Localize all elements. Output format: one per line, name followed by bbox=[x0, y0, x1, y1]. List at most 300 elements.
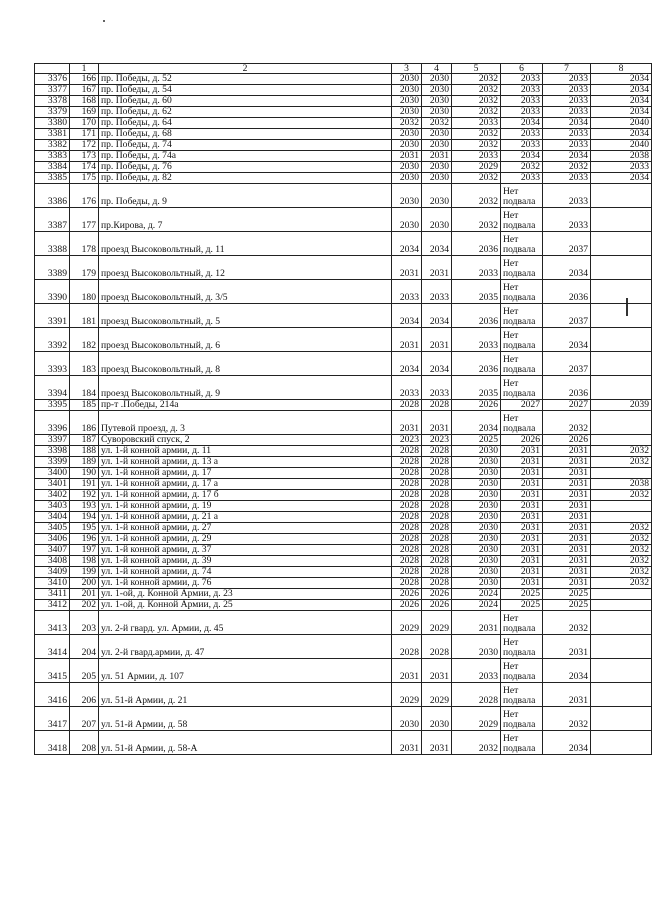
col-7-cell: 2034 bbox=[543, 731, 591, 755]
reg-number-cell: 3418 bbox=[35, 731, 70, 755]
table-row bbox=[35, 479, 652, 490]
item-number-cell: 199 bbox=[70, 567, 99, 578]
col-4-cell: 2031 bbox=[422, 256, 452, 280]
col-8-cell bbox=[591, 256, 652, 280]
col-4-cell: 2031 bbox=[422, 411, 452, 435]
address-cell: пр. Победы, д. 76 bbox=[99, 162, 392, 173]
col-7-cell: 2034 bbox=[543, 256, 591, 280]
address-cell: ул. 1-й конной армии, д. 27 bbox=[99, 523, 392, 534]
col-4-cell: 2030 bbox=[422, 707, 452, 731]
col-7-cell: 2032 bbox=[543, 707, 591, 731]
col-3-cell: 2029 bbox=[392, 683, 422, 707]
col-6-cell: Нет подвала bbox=[501, 611, 543, 635]
col-5-cell: 2032 bbox=[452, 107, 501, 118]
address-cell: проезд Высоковольтный, д. 11 bbox=[99, 232, 392, 256]
address-cell: ул. 1-й конной армии, д. 17 bbox=[99, 468, 392, 479]
address-cell: ул. 1-й конной армии, д. 39 bbox=[99, 556, 392, 567]
address-cell: ул. 1-й конной армии, д. 37 bbox=[99, 545, 392, 556]
col-5-cell: 2032 bbox=[452, 184, 501, 208]
header-cell: 5 bbox=[452, 64, 501, 74]
col-8-cell bbox=[591, 512, 652, 523]
col-6-cell: Нет подвала bbox=[501, 707, 543, 731]
table-row bbox=[35, 376, 652, 400]
table-row bbox=[35, 567, 652, 578]
item-number-cell: 193 bbox=[70, 501, 99, 512]
col-5-cell: 2032 bbox=[452, 129, 501, 140]
col-7-cell: 2031 bbox=[543, 501, 591, 512]
item-number-cell: 203 bbox=[70, 611, 99, 635]
item-number-cell: 197 bbox=[70, 545, 99, 556]
col-6-cell: Нет подвала bbox=[501, 352, 543, 376]
item-number-cell: 183 bbox=[70, 352, 99, 376]
col-4-cell: 2031 bbox=[422, 151, 452, 162]
table-row bbox=[35, 411, 652, 435]
item-number-cell: 167 bbox=[70, 85, 99, 96]
reg-number-cell: 3392 bbox=[35, 328, 70, 352]
item-number-cell: 189 bbox=[70, 457, 99, 468]
col-6-cell: 2031 bbox=[501, 545, 543, 556]
col-7-cell: 2031 bbox=[543, 479, 591, 490]
col-8-cell: 2034 bbox=[591, 85, 652, 96]
table-row bbox=[35, 304, 652, 328]
col-8-cell: 2034 bbox=[591, 129, 652, 140]
col-3-cell: 2030 bbox=[392, 707, 422, 731]
col-6-cell: Нет подвала bbox=[501, 683, 543, 707]
col-8-cell: 2033 bbox=[591, 162, 652, 173]
address-cell: пр. Победы, д. 54 bbox=[99, 85, 392, 96]
reg-number-cell: 3404 bbox=[35, 512, 70, 523]
address-cell: пр.Кирова, д. 7 bbox=[99, 208, 392, 232]
item-number-cell: 170 bbox=[70, 118, 99, 129]
col-3-cell: 2030 bbox=[392, 107, 422, 118]
col-6-cell: 2031 bbox=[501, 556, 543, 567]
col-5-cell: 2036 bbox=[452, 352, 501, 376]
col-3-cell: 2030 bbox=[392, 208, 422, 232]
col-5-cell: 2032 bbox=[452, 140, 501, 151]
address-cell: ул. 1-й конной армии, д. 17 б bbox=[99, 490, 392, 501]
address-cell: пр. Победы, д. 74 bbox=[99, 140, 392, 151]
address-cell: пр-т .Победы, 214а bbox=[99, 400, 392, 411]
col-4-cell: 2028 bbox=[422, 457, 452, 468]
col-8-cell bbox=[591, 376, 652, 400]
item-number-cell: 206 bbox=[70, 683, 99, 707]
col-7-cell: 2033 bbox=[543, 140, 591, 151]
col-3-cell: 2028 bbox=[392, 457, 422, 468]
item-number-cell: 182 bbox=[70, 328, 99, 352]
address-cell: ул. 1-й конной армии, д. 76 bbox=[99, 578, 392, 589]
col-6-cell: 2033 bbox=[501, 74, 543, 85]
col-3-cell: 2030 bbox=[392, 74, 422, 85]
col-3-cell: 2031 bbox=[392, 411, 422, 435]
address-cell: ул. 1-й конной армии, д. 74 bbox=[99, 567, 392, 578]
item-number-cell: 186 bbox=[70, 411, 99, 435]
col-8-cell: 2040 bbox=[591, 118, 652, 129]
item-number-cell: 201 bbox=[70, 589, 99, 600]
col-3-cell: 2026 bbox=[392, 589, 422, 600]
reg-number-cell: 3402 bbox=[35, 490, 70, 501]
item-number-cell: 188 bbox=[70, 446, 99, 457]
item-number-cell: 187 bbox=[70, 435, 99, 446]
col-6-cell: 2033 bbox=[501, 96, 543, 107]
col-5-cell: 2030 bbox=[452, 446, 501, 457]
address-cell: пр. Победы, д. 68 bbox=[99, 129, 392, 140]
item-number-cell: 179 bbox=[70, 256, 99, 280]
col-8-cell: 2032 bbox=[591, 578, 652, 589]
col-3-cell: 2028 bbox=[392, 567, 422, 578]
col-7-cell: 2031 bbox=[543, 490, 591, 501]
table-row bbox=[35, 457, 652, 468]
col-4-cell: 2030 bbox=[422, 107, 452, 118]
col-8-cell: 2032 bbox=[591, 457, 652, 468]
reg-number-cell: 3399 bbox=[35, 457, 70, 468]
col-6-cell: 2027 bbox=[501, 400, 543, 411]
table-row bbox=[35, 707, 652, 731]
col-8-cell bbox=[591, 435, 652, 446]
address-cell: ул. 2-й гвард.армии, д. 47 bbox=[99, 635, 392, 659]
col-8-cell bbox=[591, 208, 652, 232]
col-8-cell: 2032 bbox=[591, 556, 652, 567]
item-number-cell: 207 bbox=[70, 707, 99, 731]
col-5-cell: 2030 bbox=[452, 457, 501, 468]
item-number-cell: 191 bbox=[70, 479, 99, 490]
item-number-cell: 178 bbox=[70, 232, 99, 256]
col-8-cell bbox=[591, 600, 652, 611]
address-cell: проезд Высоковольтный, д. 5 bbox=[99, 304, 392, 328]
col-3-cell: 2028 bbox=[392, 512, 422, 523]
col-3-cell: 2031 bbox=[392, 659, 422, 683]
item-number-cell: 208 bbox=[70, 731, 99, 755]
col-8-cell bbox=[591, 731, 652, 755]
col-3-cell: 2030 bbox=[392, 162, 422, 173]
col-3-cell: 2030 bbox=[392, 173, 422, 184]
item-number-cell: 185 bbox=[70, 400, 99, 411]
col-4-cell: 2028 bbox=[422, 490, 452, 501]
col-4-cell: 2023 bbox=[422, 435, 452, 446]
col-5-cell: 2028 bbox=[452, 683, 501, 707]
col-6-cell: Нет подвала bbox=[501, 256, 543, 280]
col-4-cell: 2030 bbox=[422, 140, 452, 151]
item-number-cell: 198 bbox=[70, 556, 99, 567]
header-cell: 1 bbox=[70, 64, 99, 74]
header-cell: 8 bbox=[591, 64, 652, 74]
col-4-cell: 2030 bbox=[422, 184, 452, 208]
col-6-cell: Нет подвала bbox=[501, 411, 543, 435]
reg-number-cell: 3379 bbox=[35, 107, 70, 118]
col-3-cell: 2028 bbox=[392, 446, 422, 457]
reg-number-cell: 3417 bbox=[35, 707, 70, 731]
address-cell: ул. 1-ой, д. Конной Армии, д. 25 bbox=[99, 600, 392, 611]
item-number-cell: 180 bbox=[70, 280, 99, 304]
item-number-cell: 202 bbox=[70, 600, 99, 611]
item-number-cell: 171 bbox=[70, 129, 99, 140]
reg-number-cell: 3412 bbox=[35, 600, 70, 611]
reg-number-cell: 3396 bbox=[35, 411, 70, 435]
col-4-cell: 2028 bbox=[422, 545, 452, 556]
col-7-cell: 2031 bbox=[543, 578, 591, 589]
col-7-cell: 2025 bbox=[543, 600, 591, 611]
col-3-cell: 2034 bbox=[392, 352, 422, 376]
col-5-cell: 2036 bbox=[452, 232, 501, 256]
col-6-cell: Нет подвала bbox=[501, 328, 543, 352]
col-4-cell: 2030 bbox=[422, 96, 452, 107]
item-number-cell: 194 bbox=[70, 512, 99, 523]
col-5-cell: 2029 bbox=[452, 707, 501, 731]
col-3-cell: 2030 bbox=[392, 140, 422, 151]
col-7-cell: 2033 bbox=[543, 208, 591, 232]
col-6-cell: Нет подвала bbox=[501, 304, 543, 328]
col-3-cell: 2032 bbox=[392, 118, 422, 129]
col-4-cell: 2031 bbox=[422, 731, 452, 755]
col-8-cell: 2034 bbox=[591, 74, 652, 85]
col-3-cell: 2030 bbox=[392, 96, 422, 107]
col-3-cell: 2028 bbox=[392, 479, 422, 490]
col-4-cell: 2028 bbox=[422, 534, 452, 545]
reg-number-cell: 3390 bbox=[35, 280, 70, 304]
col-4-cell: 2028 bbox=[422, 523, 452, 534]
item-number-cell: 181 bbox=[70, 304, 99, 328]
col-8-cell: 2038 bbox=[591, 479, 652, 490]
col-6-cell: 2031 bbox=[501, 446, 543, 457]
address-cell: пр. Победы, д. 9 bbox=[99, 184, 392, 208]
header-cell: 3 bbox=[392, 64, 422, 74]
col-3-cell: 2028 bbox=[392, 545, 422, 556]
col-4-cell: 2029 bbox=[422, 683, 452, 707]
item-number-cell: 168 bbox=[70, 96, 99, 107]
table-row bbox=[35, 280, 652, 304]
header-cell: 6 bbox=[501, 64, 543, 74]
col-5-cell: 2030 bbox=[452, 512, 501, 523]
col-8-cell: 2032 bbox=[591, 567, 652, 578]
col-4-cell: 2034 bbox=[422, 304, 452, 328]
table-row bbox=[35, 328, 652, 352]
col-6-cell: 2033 bbox=[501, 129, 543, 140]
col-8-cell bbox=[591, 304, 652, 328]
col-5-cell: 2025 bbox=[452, 435, 501, 446]
col-7-cell: 2027 bbox=[543, 400, 591, 411]
table-row bbox=[35, 129, 652, 140]
table-row bbox=[35, 523, 652, 534]
col-5-cell: 2030 bbox=[452, 545, 501, 556]
table-row bbox=[35, 578, 652, 589]
col-7-cell: 2032 bbox=[543, 162, 591, 173]
address-cell: ул. 1-й конной армии, д. 13 а bbox=[99, 457, 392, 468]
reg-number-cell: 3387 bbox=[35, 208, 70, 232]
col-7-cell: 2033 bbox=[543, 107, 591, 118]
col-5-cell: 2032 bbox=[452, 208, 501, 232]
col-7-cell: 2025 bbox=[543, 589, 591, 600]
col-4-cell: 2030 bbox=[422, 173, 452, 184]
header-row bbox=[35, 64, 652, 74]
col-7-cell: 2037 bbox=[543, 304, 591, 328]
table-row bbox=[35, 545, 652, 556]
col-8-cell bbox=[591, 683, 652, 707]
col-6-cell: 2031 bbox=[501, 534, 543, 545]
col-3-cell: 2030 bbox=[392, 85, 422, 96]
item-number-cell: 200 bbox=[70, 578, 99, 589]
address-cell: ул. 51-й Армии, д. 58 bbox=[99, 707, 392, 731]
col-8-cell: 2034 bbox=[591, 173, 652, 184]
col-8-cell bbox=[591, 707, 652, 731]
col-4-cell: 2031 bbox=[422, 659, 452, 683]
item-number-cell: 174 bbox=[70, 162, 99, 173]
table-row bbox=[35, 683, 652, 707]
address-cell: пр. Победы, д. 62 bbox=[99, 107, 392, 118]
col-4-cell: 2028 bbox=[422, 512, 452, 523]
col-3-cell: 2028 bbox=[392, 400, 422, 411]
col-7-cell: 2026 bbox=[543, 435, 591, 446]
col-7-cell: 2031 bbox=[543, 457, 591, 468]
col-5-cell: 2024 bbox=[452, 589, 501, 600]
col-3-cell: 2031 bbox=[392, 256, 422, 280]
col-5-cell: 2030 bbox=[452, 534, 501, 545]
address-cell: ул. 1-й конной армии, д. 19 bbox=[99, 501, 392, 512]
col-6-cell: 2032 bbox=[501, 162, 543, 173]
address-cell: пр. Победы, д. 60 bbox=[99, 96, 392, 107]
col-3-cell: 2031 bbox=[392, 328, 422, 352]
col-7-cell: 2034 bbox=[543, 328, 591, 352]
item-number-cell: 196 bbox=[70, 534, 99, 545]
col-6-cell: 2025 bbox=[501, 589, 543, 600]
item-number-cell: 195 bbox=[70, 523, 99, 534]
table-row bbox=[35, 556, 652, 567]
col-7-cell: 2034 bbox=[543, 118, 591, 129]
col-5-cell: 2033 bbox=[452, 256, 501, 280]
col-7-cell: 2031 bbox=[543, 556, 591, 567]
col-4-cell: 2030 bbox=[422, 74, 452, 85]
col-8-cell: 2034 bbox=[591, 96, 652, 107]
col-3-cell: 2029 bbox=[392, 611, 422, 635]
col-6-cell: 2031 bbox=[501, 512, 543, 523]
col-7-cell: 2031 bbox=[543, 683, 591, 707]
reg-number-cell: 3400 bbox=[35, 468, 70, 479]
col-3-cell: 2028 bbox=[392, 523, 422, 534]
col-5-cell: 2033 bbox=[452, 151, 501, 162]
col-3-cell: 2031 bbox=[392, 151, 422, 162]
header-cell: 7 bbox=[543, 64, 591, 74]
item-number-cell: 176 bbox=[70, 184, 99, 208]
reg-number-cell: 3409 bbox=[35, 567, 70, 578]
reg-number-cell: 3377 bbox=[35, 85, 70, 96]
reg-number-cell: 3394 bbox=[35, 376, 70, 400]
item-number-cell: 175 bbox=[70, 173, 99, 184]
address-cell: ул. 1-й конной армии, д. 29 bbox=[99, 534, 392, 545]
table-row bbox=[35, 446, 652, 457]
reg-number-cell: 3385 bbox=[35, 173, 70, 184]
col-7-cell: 2036 bbox=[543, 376, 591, 400]
col-3-cell: 2034 bbox=[392, 232, 422, 256]
col-4-cell: 2033 bbox=[422, 376, 452, 400]
col-3-cell: 2028 bbox=[392, 578, 422, 589]
col-4-cell: 2028 bbox=[422, 400, 452, 411]
col-4-cell: 2028 bbox=[422, 578, 452, 589]
col-3-cell: 2028 bbox=[392, 468, 422, 479]
col-5-cell: 2030 bbox=[452, 523, 501, 534]
table-row bbox=[35, 107, 652, 118]
col-5-cell: 2030 bbox=[452, 578, 501, 589]
reg-number-cell: 3397 bbox=[35, 435, 70, 446]
col-4-cell: 2026 bbox=[422, 589, 452, 600]
col-3-cell: 2028 bbox=[392, 635, 422, 659]
col-5-cell: 2030 bbox=[452, 490, 501, 501]
col-6-cell: Нет подвала bbox=[501, 635, 543, 659]
col-6-cell: 2031 bbox=[501, 501, 543, 512]
col-5-cell: 2030 bbox=[452, 556, 501, 567]
table-row bbox=[35, 589, 652, 600]
col-7-cell: 2034 bbox=[543, 151, 591, 162]
col-6-cell: 2031 bbox=[501, 479, 543, 490]
reg-number-cell: 3411 bbox=[35, 589, 70, 600]
col-4-cell: 2028 bbox=[422, 635, 452, 659]
item-number-cell: 192 bbox=[70, 490, 99, 501]
table-row bbox=[35, 600, 652, 611]
col-4-cell: 2028 bbox=[422, 567, 452, 578]
col-5-cell: 2034 bbox=[452, 411, 501, 435]
col-5-cell: 2029 bbox=[452, 162, 501, 173]
address-cell: пр. Победы, д. 74а bbox=[99, 151, 392, 162]
col-8-cell: 2032 bbox=[591, 523, 652, 534]
reg-number-cell: 3378 bbox=[35, 96, 70, 107]
col-6-cell: Нет подвала bbox=[501, 232, 543, 256]
col-5-cell: 2032 bbox=[452, 96, 501, 107]
reg-number-cell: 3414 bbox=[35, 635, 70, 659]
col-3-cell: 2030 bbox=[392, 129, 422, 140]
col-4-cell: 2028 bbox=[422, 446, 452, 457]
col-5-cell: 2033 bbox=[452, 328, 501, 352]
header-cell bbox=[35, 64, 70, 74]
col-8-cell bbox=[591, 411, 652, 435]
col-7-cell: 2033 bbox=[543, 85, 591, 96]
col-5-cell: 2030 bbox=[452, 635, 501, 659]
col-8-cell bbox=[591, 635, 652, 659]
address-cell: пр. Победы, д. 52 bbox=[99, 74, 392, 85]
address-cell: ул. 1-й конной армии, д. 11 bbox=[99, 446, 392, 457]
col-6-cell: 2033 bbox=[501, 173, 543, 184]
header-cell: 2 bbox=[99, 64, 392, 74]
col-6-cell: 2031 bbox=[501, 490, 543, 501]
address-cell: ул. 1-ой, д. Конной Армии, д. 23 bbox=[99, 589, 392, 600]
col-8-cell bbox=[591, 184, 652, 208]
item-number-cell: 166 bbox=[70, 74, 99, 85]
col-8-cell bbox=[591, 468, 652, 479]
col-4-cell: 2028 bbox=[422, 556, 452, 567]
reg-number-cell: 3389 bbox=[35, 256, 70, 280]
col-8-cell: 2032 bbox=[591, 490, 652, 501]
col-6-cell: 2031 bbox=[501, 468, 543, 479]
col-7-cell: 2032 bbox=[543, 411, 591, 435]
col-5-cell: 2032 bbox=[452, 85, 501, 96]
col-3-cell: 2026 bbox=[392, 600, 422, 611]
col-8-cell bbox=[591, 589, 652, 600]
reg-number-cell: 3382 bbox=[35, 140, 70, 151]
col-6-cell: 2031 bbox=[501, 578, 543, 589]
reg-number-cell: 3395 bbox=[35, 400, 70, 411]
col-6-cell: 2025 bbox=[501, 600, 543, 611]
col-4-cell: 2028 bbox=[422, 479, 452, 490]
col-5-cell: 2030 bbox=[452, 567, 501, 578]
address-cell: ул. 51 Армии, д. 107 bbox=[99, 659, 392, 683]
reg-number-cell: 3381 bbox=[35, 129, 70, 140]
col-5-cell: 2035 bbox=[452, 280, 501, 304]
address-cell: ул. 2-й гвард. ул. Армии, д. 45 bbox=[99, 611, 392, 635]
col-8-cell: 2034 bbox=[591, 107, 652, 118]
item-number-cell: 190 bbox=[70, 468, 99, 479]
col-6-cell: 2033 bbox=[501, 140, 543, 151]
col-7-cell: 2033 bbox=[543, 173, 591, 184]
col-8-cell bbox=[591, 280, 652, 304]
reg-number-cell: 3401 bbox=[35, 479, 70, 490]
col-4-cell: 2030 bbox=[422, 129, 452, 140]
reg-number-cell: 3391 bbox=[35, 304, 70, 328]
